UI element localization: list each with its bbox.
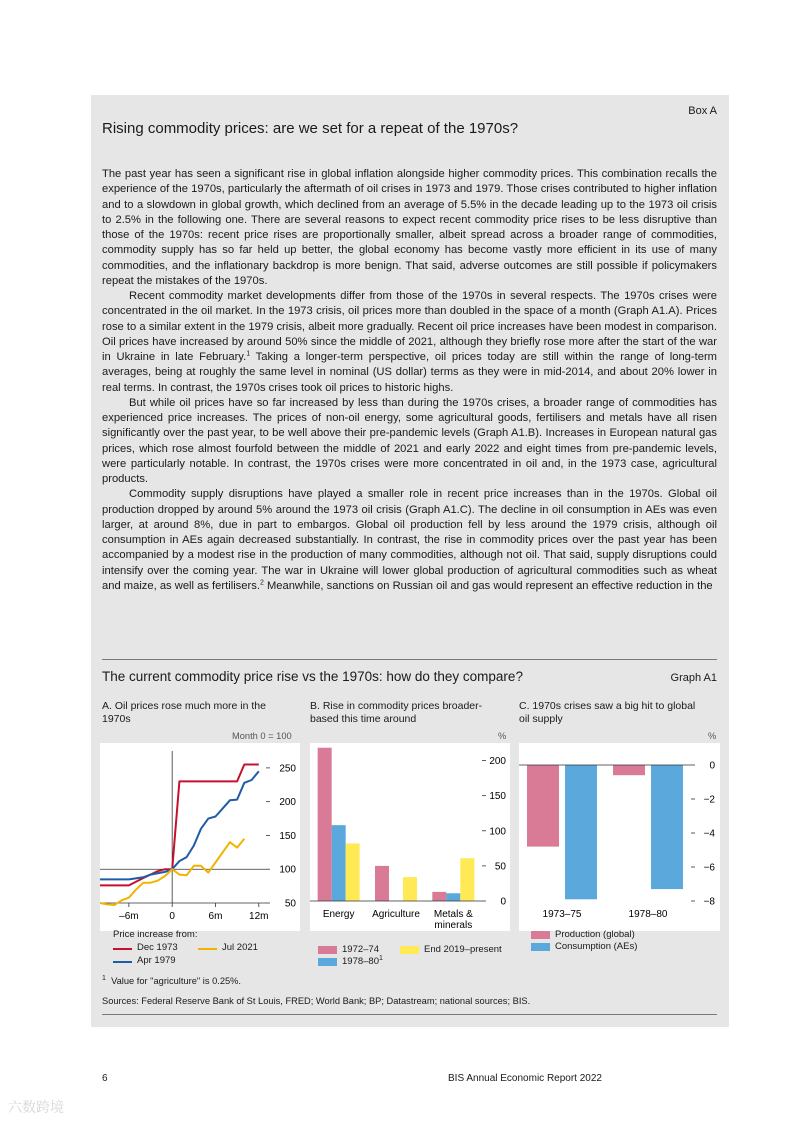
bar (460, 858, 474, 901)
y-tick-label: 50 (284, 898, 296, 910)
graph-title: The current commodity price rise vs the 1970s: how do they compare? (102, 669, 523, 684)
panel-a-title: A. Oil prices rose much more in the 1970s (102, 700, 266, 725)
y-tick-label: 100 (489, 826, 506, 838)
paragraph: But while oil prices have so far increased by less than during the 1970s crises, a broader range of commodities has experienced price increases. The prices of non-oil energy, some agricultural goods, fertilisers and metals have all risen significantly over the past year, to be well above their pre-pandemic levels (Graph A1.B). Increases in European natural gas prices, which rose almost fourfold between the middle of 2021 and early 2022 and eight times from pre-pandemic levels, were particularly notable. In contrast, the 1970s crises were more concentrated in oil and, in the 1973 case, agricultural products. (102, 396, 717, 485)
x-tick-label: –6m (119, 911, 139, 922)
panel-a-unit: Month 0 = 100 (232, 731, 292, 741)
legend-swatch (531, 943, 550, 951)
x-tick-label: 6m (208, 911, 223, 922)
chart-c (519, 743, 720, 931)
paragraph: The past year has seen a significant rise in global inflation alongside higher commodity prices. This combination recalls the experience of the 1970s, particularly the aftermath of oil crises in 1973 and 1979. Those crises contributed to higher inflation and to a slowdown in global growth, which declined from an average of 5.5% in the decade leading up to the 1973 oil crisis to 2.5% in the following one. There are several reasons to expect recent commodity price rises to be less disruptive than those of the 1970s: recent price rises are proportionally smaller, albeit spread across a broader range of commodities, commodity supply has so far held up better, the global economy has become vastly more efficient in its use of many commodities, and the inflationary backdrop is more benign. That said, adverse outcomes are still possible if policymakers repeat the mistakes of the 1970s. (102, 168, 717, 287)
y-tick-label: −6 (703, 862, 715, 874)
y-tick-label: 150 (279, 830, 296, 842)
box-title: Rising commodity prices: are we set for a repeat of the 1970s? (102, 120, 519, 137)
legend-label: Production (global) (555, 929, 635, 940)
page-number: 6 (102, 1073, 108, 1084)
x-tick-label: 0 (169, 911, 175, 922)
footnote-mark: 1 (102, 974, 106, 982)
series-line-dec-1973 (100, 765, 259, 886)
legend-item (113, 955, 176, 966)
bar (346, 843, 360, 901)
y-tick-label: 250 (279, 763, 296, 775)
category-label: 1973–75 (542, 909, 582, 920)
panel-b-title: B. Rise in commodity prices broader-based this time around (310, 700, 483, 725)
legend-label: Apr 1979 (137, 955, 176, 966)
category-label: minerals (434, 920, 473, 931)
y-tick-label: −2 (703, 794, 715, 806)
bar (403, 877, 417, 901)
bar (565, 765, 597, 899)
y-tick-label: 0 (500, 896, 506, 908)
y-tick-label: 200 (489, 756, 506, 768)
graph-top-rule (102, 659, 717, 660)
box-a (91, 95, 729, 1027)
legend-swatch (318, 958, 337, 966)
legend-item (318, 956, 383, 967)
graph-label: Graph A1 (670, 672, 717, 684)
legend-label: Dec 1973 (137, 942, 178, 953)
paragraph: Recent commodity market developments differ from those of the 1970s in several respects. The 1970s crises were concentrated in the oil market. In the 1973 crisis, oil prices more than doubled in the space of a month (Graph A1.A). Prices rose to a similar extent in the 1979 crisis, albeit more gradually. Recent oil price increases have been modest in comparison. Oil prices have increased by around 50% since the middle of 2021, although they briefly rose more after the start of the war in Ukraine in late February.$^1$ Taking a longer-term perspective, oil prices today are still within the range of long-term averages, being at roughly the same level in nominal (US dollar) terms as they were in mid-2014, and about 20% lower in real terms. In contrast, the 1970s crises took oil prices to historic highs. (102, 290, 717, 394)
legend-item (318, 944, 379, 955)
graph-footnote: $^1$ Value for "agriculture" is 0.25%. (102, 974, 242, 986)
legend-item (531, 929, 635, 940)
watermark: 六数跨境 (8, 1099, 64, 1115)
legend-line-swatch (113, 948, 132, 950)
category-label: Agriculture (372, 909, 420, 920)
legend-item (400, 944, 502, 955)
y-tick-label: 50 (494, 861, 506, 873)
legend-heading: Price increase from: (113, 929, 198, 940)
footnote-ref: 2 (259, 579, 264, 587)
y-tick-label: 0 (709, 760, 715, 772)
chart-a (100, 743, 300, 931)
box-label: Box A (688, 105, 717, 117)
y-tick-label: −4 (703, 828, 715, 840)
footnote-ref: 1 (378, 954, 383, 962)
legend-swatch (531, 931, 550, 939)
bar (332, 825, 346, 901)
legend-line-swatch (198, 948, 217, 950)
y-tick-label: 200 (279, 797, 296, 809)
bar (446, 893, 460, 901)
category-label: Metals & (433, 909, 473, 920)
bar (375, 866, 389, 901)
category-label: 1978–80 (628, 909, 668, 920)
report-name: BIS Annual Economic Report 2022 (448, 1073, 602, 1084)
legend-swatch (400, 946, 419, 954)
legend-label: Jul 2021 (222, 942, 258, 953)
bar (318, 748, 332, 901)
y-tick-label: −8 (703, 896, 715, 908)
graph-sources: Sources: Federal Reserve Bank of St Louis, FRED; World Bank; BP; Datastream; national sources; BIS. (102, 996, 531, 1006)
x-tick-label: 12m (249, 911, 269, 922)
bar (651, 765, 683, 889)
category-label: Energy (322, 909, 355, 920)
panel-b-unit: % (498, 731, 507, 741)
panel-c-title: C. 1970s crises saw a big hit to global oil supply (519, 700, 696, 725)
legend-item (198, 942, 258, 953)
y-tick-label: 100 (279, 864, 296, 876)
footnote-ref: 1 (246, 350, 251, 358)
legend-label: Consumption (AEs) (555, 941, 638, 952)
panel-c-unit: % (708, 731, 717, 741)
legend-label: End 2019–present (424, 944, 502, 955)
graph-bottom-rule (102, 1014, 717, 1015)
legend-item (113, 942, 178, 953)
paragraph: Commodity supply disruptions have played a smaller role in recent price increases than in the 1970s. Global oil production dropped by around 5% around the 1973 oil crisis (Graph A1.C). The decline in oil consumption in AEs was even larger, at around 8%, due in part to embargos. Global oil production fell by less around the 1979 crisis, although oil consumption in AEs again decreased substantially. In contrast, the rise in commodity prices over the past year has been accompanied by a modest rise in the production of many commodities, although not oil. That said, supply disruptions could intensify over the coming year. The war in Ukraine will lower global production of agricultural commodities such as wheat and maize, as well as fertilisers.$^2$ Meanwhile, sanctions on Russian oil and gas would represent an effective reduction in the (102, 488, 717, 592)
chart-b (310, 743, 510, 931)
bar (613, 765, 645, 775)
legend-label: 1978–80 (342, 956, 379, 967)
bar (527, 765, 559, 847)
y-tick-label: 150 (489, 791, 506, 803)
legend-line-swatch (113, 961, 132, 963)
bar (432, 892, 446, 901)
legend-item (531, 941, 637, 952)
legend-swatch (318, 946, 337, 954)
body-text (102, 167, 717, 594)
legend-label: 1972–74 (342, 944, 379, 955)
